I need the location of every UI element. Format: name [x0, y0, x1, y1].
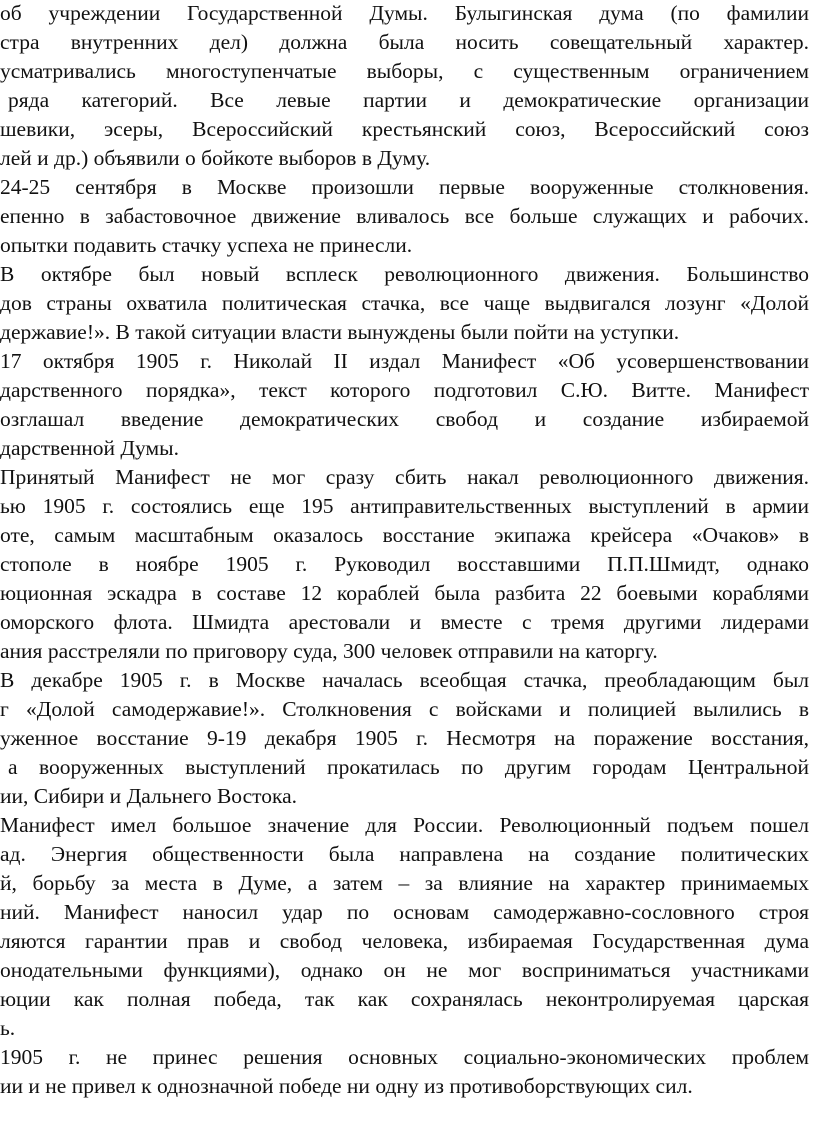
text-line: опытки подавить стачку успеха не принесли. [0, 233, 413, 257]
text-line: В октябре был новый всплеск революционного движения. Большинство [0, 262, 809, 286]
text-line: дарственного порядка», текст которого подготовил С.Ю. Витте. Манифест [0, 378, 809, 402]
text-line: ии, Сибири и Дальнего Востока. [0, 784, 298, 808]
text-line: юции как полная победа, так как сохранялась неконтролируемая царская [0, 987, 809, 1011]
text-line: а вооруженных выступлений прокатилась по другим городам Центральной [8, 755, 809, 779]
text-line: ний. Манифест наносил удар по основам самодержавно-сословного строя [0, 900, 809, 924]
text-line: г «Долой самодержавие!». Столкновения с войсками и полицией вылились в [0, 697, 809, 721]
text-line: ь. [0, 1016, 16, 1040]
text-line: ряда категорий. Все левые партии и демократические организации [8, 88, 809, 112]
text-line: державие!». В такой ситуации власти вынуждены были пойти на уступки. [0, 320, 680, 344]
text-line: 1905 г. не принес решения основных социально-экономических проблем [0, 1045, 809, 1069]
text-line: ад. Энергия общественности была направлена на создание политических [0, 842, 809, 866]
text-line: лей и др.) объявили о бойкоте выборов в Думу. [0, 146, 431, 170]
text-line: дов страны охватила политическая стачка, все чаще выдвигался лозунг «Долой [0, 291, 809, 315]
text-line: стра внутренних дел) должна была носить совещательный характер. [0, 30, 809, 54]
text-line: оморского флота. Шмидта арестовали и вместе с тремя другими лидерами [0, 610, 809, 634]
text-line: ии и не привел к однозначной победе ни одну из противоборствующих сил. [0, 1074, 693, 1098]
text-line: Принятый Манифест не мог сразу сбить накал революционного движения. [0, 465, 809, 489]
text-line: й, борьбу за места в Думе, а затем – за влияние на характер принимаемых [0, 871, 809, 895]
text-line: В декабре 1905 г. в Москве началась всеобщая стачка, преобладающим был [0, 668, 809, 692]
text-line: усматривались многоступенчатые выборы, с существенным ограничением [0, 59, 809, 83]
text-line: ания расстреляли по приговору суда, 300 человек отправили на каторгу. [0, 639, 658, 663]
text-line: об учреждении Государственной Думы. Булыгинская дума (по фамилии [0, 1, 809, 25]
text-line: дарственной Думы. [0, 436, 179, 460]
text-line: епенно в забастовочное движение вливалось все больше служащих и рабочих. [0, 204, 809, 228]
text-line: 24-25 сентября в Москве произошли первые вооруженные столкновения. [0, 175, 809, 199]
text-line: ляются гарантии прав и свобод человека, избираемая Государственная дума [0, 929, 809, 953]
text-line: стополе в ноябре 1905 г. Руководил восставшими П.П.Шмидт, однако [0, 552, 809, 576]
text-line: онодательными функциями), однако он не мог восприниматься участниками [0, 958, 809, 982]
text-line: шевики, эсеры, Всероссийский крестьянский союз, Всероссийский союз [0, 117, 809, 141]
text-line: Манифест имел большое значение для России. Революционный подъем пошел [0, 813, 809, 837]
text-line: оте, самым масштабным оказалось восстание экипажа крейсера «Очаков» в [0, 523, 809, 547]
text-line: уженное восстание 9-19 декабря 1905 г. Несмотря на поражение восстания, [0, 726, 809, 750]
text-line: 17 октября 1905 г. Николай II издал Манифест «Об усовершенствовании [0, 349, 809, 373]
text-line: озглашал введение демократических свобод и создание избираемой [0, 407, 809, 431]
text-line: ью 1905 г. состоялись еще 195 антиправительственных выступлений в армии [0, 494, 809, 518]
text-line: юционная эскадра в составе 12 кораблей была разбита 22 боевыми кораблями [0, 581, 809, 605]
